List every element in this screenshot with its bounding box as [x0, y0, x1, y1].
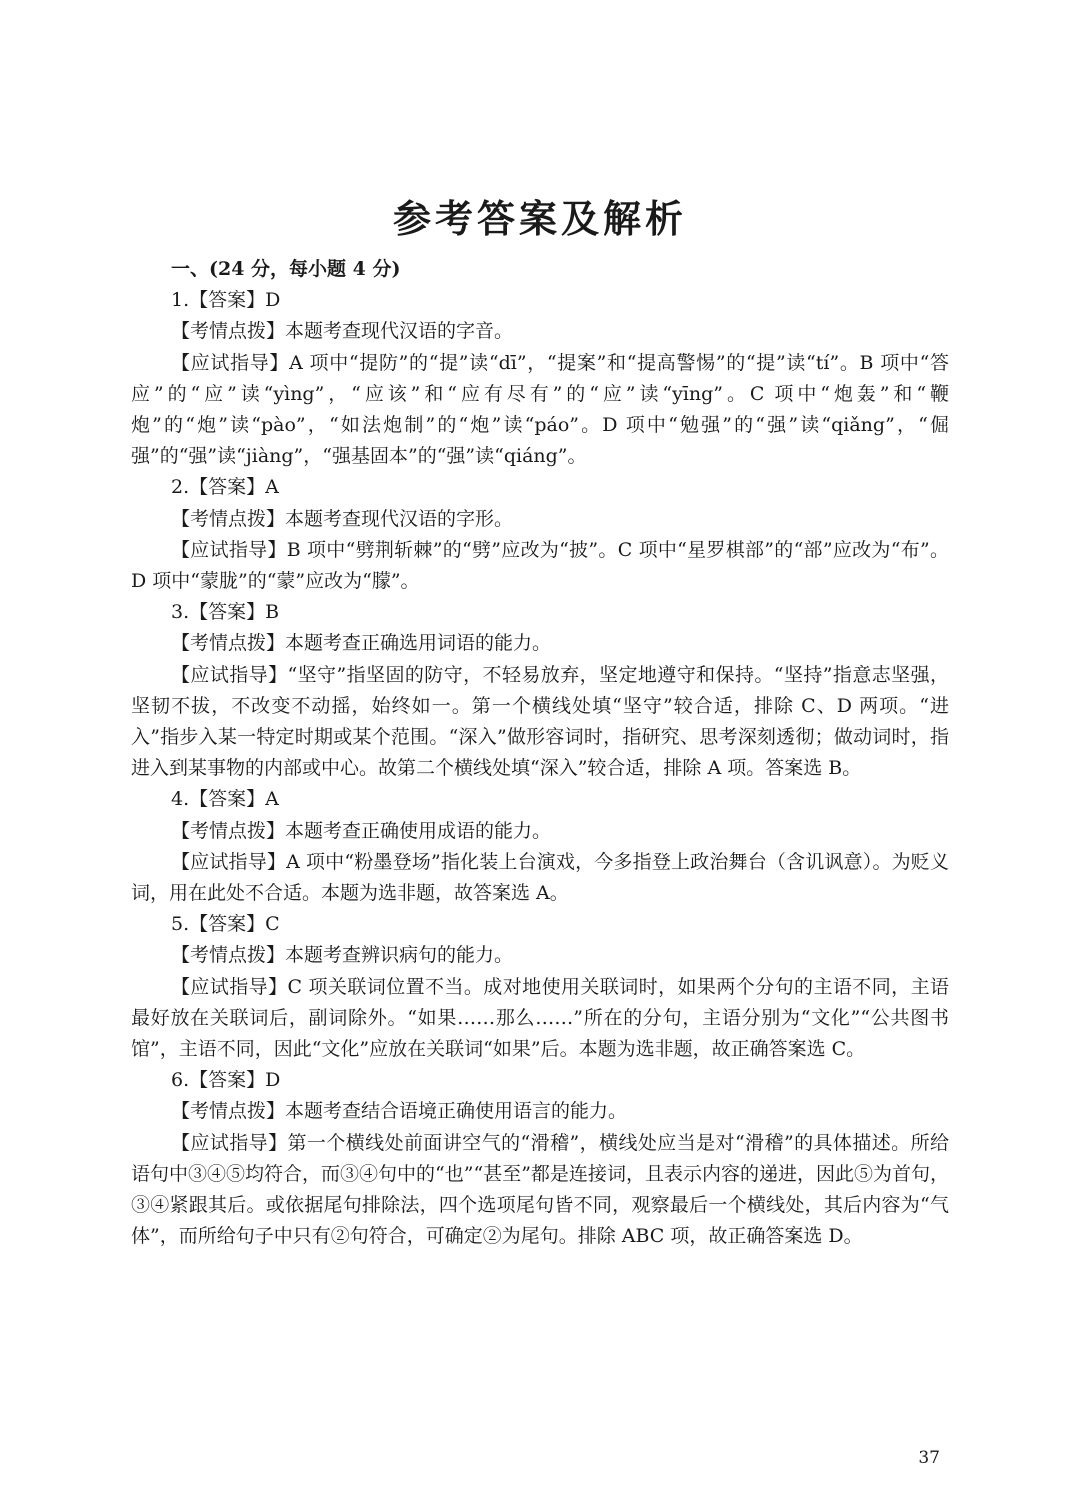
answer-6: 6.【答案】D: [171, 1069, 281, 1092]
answer-4: 4.【答案】A: [171, 788, 279, 811]
guide-1: 【应试指导】A 项中“提防”的“提”读“dī”，“提案”和“提高警惕”的“提”读“tí”。B 项中“答应”的“应”读“yìng”，“应该”和“应有尽有”的“应”读“yīng”。C 项中“炮轰”和“鞭炮”的“炮”读“pào”，“如法炮制”的“炮”读“páo”。D 项中“勉强”的“强”读“qiǎng”，“倔强”的“强”读“jiàng”，“强基固本”的“强”读“qiáng”。: [131, 351, 949, 468]
guide-4: 【应试指导】A 项中“粉墨登场”指化装上台演戏，今多指登上政治舞台（含讥讽意）。为贬义词，用在此处不合适。本题为选非题，故答案选 A。: [131, 850, 949, 905]
point-5: 【考情点拨】本题考查辨识病句的能力。: [171, 944, 514, 967]
point-1: 【考情点拨】本题考查现代汉语的字音。: [171, 320, 514, 343]
answer-3: 3.【答案】B: [171, 601, 280, 624]
page-number: 37: [918, 1448, 940, 1468]
point-6: 【考情点拨】本题考查结合语境正确使用语言的能力。: [171, 1100, 628, 1123]
section-heading: 一、(24 分，每小题 4 分): [171, 258, 401, 280]
answer-2: 2.【答案】A: [171, 476, 279, 499]
guide-5: 【应试指导】C 项关联词位置不当。成对地使用关联词时，如果两个分句的主语不同，主语最好放在关联词后，副词除外。“如果……那么……”所在的分句，主语分别为“文化”“公共图书馆”，主语不同，因此“文化”应放在关联词“如果”后。本题为选非题，故正确答案选 C。: [131, 975, 949, 1061]
page-title: 参考答案及解析: [392, 197, 687, 241]
guide-2: 【应试指导】B 项中“劈荆斩棘”的“劈”应改为“披”。C 项中“星罗棋部”的“部”应改为“布”。D 项中“蒙胧”的“蒙”应改为“朦”。: [131, 538, 949, 593]
answer-1: 1.【答案】D: [171, 289, 281, 312]
point-4: 【考情点拨】本题考查正确使用成语的能力。: [171, 819, 552, 842]
answer-content: [131, 254, 949, 1253]
guide-6: 【应试指导】第一个横线处前面讲空气的“滑稽”，横线处应当是对“滑稽”的具体描述。所给语句中③④⑤均符合，而③④句中的“也”“甚至”都是连接词，且表示内容的递进，因此⑤为首句，③④紧跟其后。或依据尾句排除法，四个选项尾句皆不同，观察最后一个横线处，其后内容为“气体”，而所给句子中只有②句符合，可确定②为尾句。排除 ABC 项，故正确答案选 D。: [131, 1131, 949, 1248]
point-3: 【考情点拨】本题考查正确选用词语的能力。: [171, 632, 552, 655]
guide-3: 【应试指导】“坚守”指坚固的防守，不轻易放弃，坚定地遵守和保持。“坚持”指意志坚强，坚韧不拔，不改变不动摇，始终如一。第一个横线处填“坚守”较合适，排除 C、D 两项。“进入”指步入某一特定时期或某个范围。“深入”做形容词时，指研究、思考深刻透彻；做动词时，指进入到某事物的内部或中心。故第二个横线处填“深入”较合适，排除 A 项。答案选 B。: [131, 663, 949, 780]
point-2: 【考情点拨】本题考查现代汉语的字形。: [171, 507, 514, 530]
answer-5: 5.【答案】C: [171, 913, 280, 936]
